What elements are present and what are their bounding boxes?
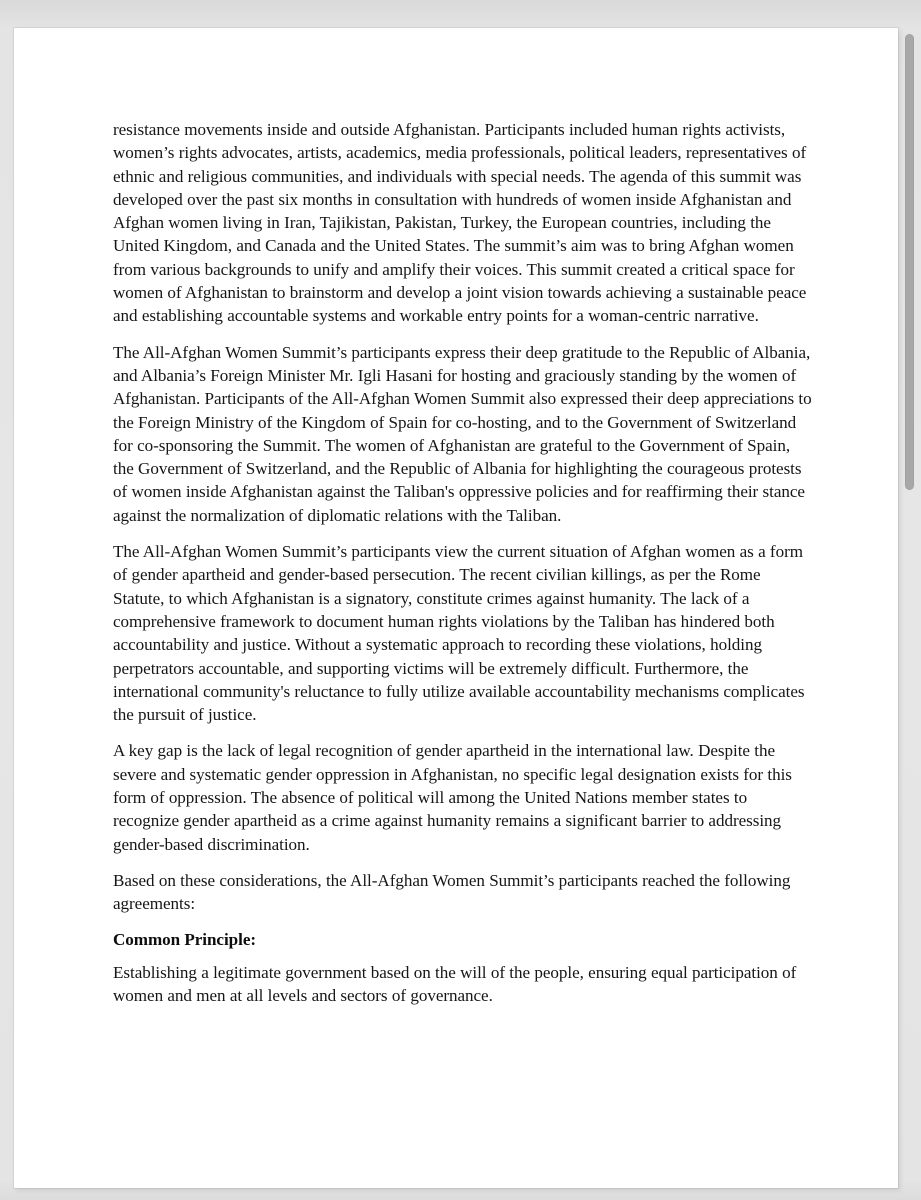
paragraph-common-principle-body: Establishing a legitimate government based on the will of the people, ensuring equal participation of women and men at all levels and sectors of governance. — [113, 962, 797, 1006]
heading-common-principle: Common Principle: — [113, 929, 257, 949]
scrollbar-thumb[interactable] — [905, 34, 914, 490]
paragraph-agreements-intro: Based on these considerations, the All-Afghan Women Summit’s participants reached the following agreements: — [113, 870, 791, 914]
paragraph-3: The All-Afghan Women Summit’s participants view the current situation of Afghan women as a form of gender apartheid and gender-based persecution. The recent civilian killings, as per the Rome Statute, to which Afghanistan is a signatory, constitute crimes against humanity. The lack of a comprehensive framework to document human rights violations by the Taliban has hindered both accountability and justice. Without a systematic approach to recording these violations, holding perpetrators accountable, and supporting victims will be extremely difficult. Furthermore, the international community's reluctance to fully utilize available accountability mechanisms complicates the pursuit of justice. — [113, 542, 805, 725]
paragraph-2: The All-Afghan Women Summit’s participants express their deep gratitude to the Republic of Albania, and Albania’s Foreign Minister Mr. Igli Hasani for hosting and graciously standing by the women of Afghanistan. Participants of the All-Afghan Women Summit also expressed their deep appreciations to the Foreign Ministry of the Kingdom of Spain for co-hosting, and to the Government of Switzerland for co-sponsoring the Summit. The women of Afghanistan are grateful to the Government of Spain, the Government of Switzerland, and the Republic of Albania for highlighting the courageous protests of women inside Afghanistan against the Taliban's oppressive policies and for reaffirming their stance against the normalization of diplomatic relations with the Taliban. — [113, 342, 812, 525]
page-text-column — [113, 118, 812, 1017]
vertical-scrollbar[interactable] — [903, 0, 918, 1200]
document-page — [14, 28, 898, 1188]
paragraph-1: resistance movements inside and outside Afghanistan. Participants included human rights activists, women’s rights advocates, artists, academics, media professionals, political leaders, representatives of ethnic and religious communities, and individuals with special needs. The agenda of this summit was developed over the past six months in consultation with hundreds of women inside Afghanistan and Afghan women living in Iran, Tajikistan, Pakistan, Turkey, the European countries, including the United Kingdom, and Canada and the United States. The summit’s aim was to bring Afghan women from various backgrounds to unify and amplify their voices. This summit created a critical space for women of Afghanistan to brainstorm and develop a joint vision towards achieving a sustainable peace and establishing accountable systems and workable entry points for a woman-centric narrative. — [113, 120, 807, 326]
paragraph-4: A key gap is the lack of legal recognition of gender apartheid in the international law. Despite the severe and systematic gender oppression in Afghanistan, no specific legal designation exists for this form of oppression. The absence of political will among the United Nations member states to recognize gender apartheid as a crime against humanity remains a significant barrier to addressing gender-based discrimination. — [113, 741, 792, 854]
